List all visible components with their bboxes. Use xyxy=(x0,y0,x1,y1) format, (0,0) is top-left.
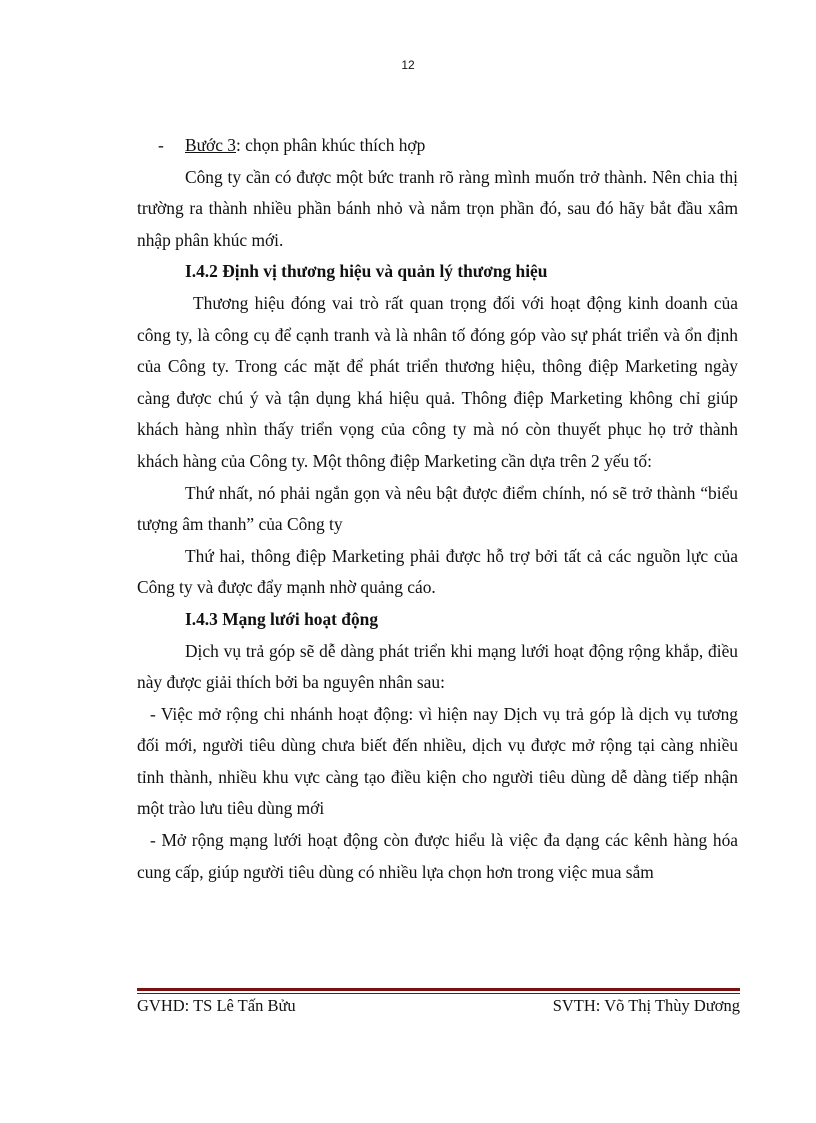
footer-supervisor: GVHD: TS Lê Tấn Bửu xyxy=(137,996,296,1015)
page-number: 12 xyxy=(401,58,415,72)
paragraph-second-factor: Thứ hai, thông điệp Marketing phải được hỗ trợ bởi tất cả các nguồn lực của Công ty và được đẩy mạnh nhờ quảng cáo. xyxy=(137,545,738,598)
section-heading-brand: I.4.2 Định vị thương hiệu và quản lý thương hiệu xyxy=(185,261,548,282)
paragraph-network-intro: Dịch vụ trả góp sẽ dễ dàng phát triển khi mạng lưới hoạt động rộng khắp, điều này được giải thích bởi ba nguyên nhân sau: xyxy=(137,640,738,693)
list-dash: - xyxy=(158,135,164,155)
step-label: Bước 3 xyxy=(185,135,236,155)
step-line xyxy=(137,130,738,162)
step-rest: : chọn phân khúc thích hợp xyxy=(235,135,426,155)
footer-student: SVTH: Võ Thị Thùy Dương xyxy=(552,996,740,1015)
paragraph-brand-role: Thương hiệu đóng vai trò rất quan trọng đối với hoạt động kinh doanh của công ty, là công cụ để cạnh tranh và là nhân tố đóng góp vào sự phát triển và ổn định của Công ty. Trong các mặt để phát triển thương hiệu, thông điệp Marketing ngày càng được chú ý và tận dụng khá hiệu quả. Thông điệp Marketing không chỉ giúp khách hàng nhìn thấy triển vọng của công ty mà nó còn thuyết phục họ trở thành khách hàng của Công ty. Một thông điệp Marketing cần dựa trên 2 yếu tố: xyxy=(137,292,738,471)
bullet-branch-expansion: - Việc mở rộng chi nhánh hoạt động: vì hiện nay Dịch vụ trả góp là dịch vụ tương đối mới, người tiêu dùng chưa biết đến nhiều, dịch vụ được mở rộng tại càng nhiều tỉnh thành, nhiều khu vực càng tạo điều kiện cho người tiêu dùng dễ dàng tiếp nhận một trào lưu tiêu dùng mới xyxy=(137,703,738,819)
section-heading-network: I.4.3 Mạng lưới hoạt động xyxy=(185,608,379,629)
paragraph-first-factor: Thứ nhất, nó phải ngắn gọn và nêu bật được điểm chính, nó sẽ trở thành “biểu tượng âm thanh” của Công ty xyxy=(137,482,738,535)
step-text xyxy=(185,130,425,162)
footer-divider xyxy=(137,988,740,994)
paragraph-segmentation: Công ty cần có được một bức tranh rõ ràng mình muốn trở thành. Nên chia thị trường ra thành nhiều phần bánh nhỏ và nắm trọn phần đó, sau đó hãy bắt đầu xâm nhập phân khúc mới. xyxy=(137,166,738,250)
page-footer xyxy=(137,996,740,1016)
document-body xyxy=(137,130,738,888)
bullet-channel-diversity: - Mở rộng mạng lưới hoạt động còn được hiểu là việc đa dạng các kênh hàng hóa cung cấp, giúp người tiêu dùng có nhiều lựa chọn hơn trong việc mua sắm xyxy=(137,830,738,882)
